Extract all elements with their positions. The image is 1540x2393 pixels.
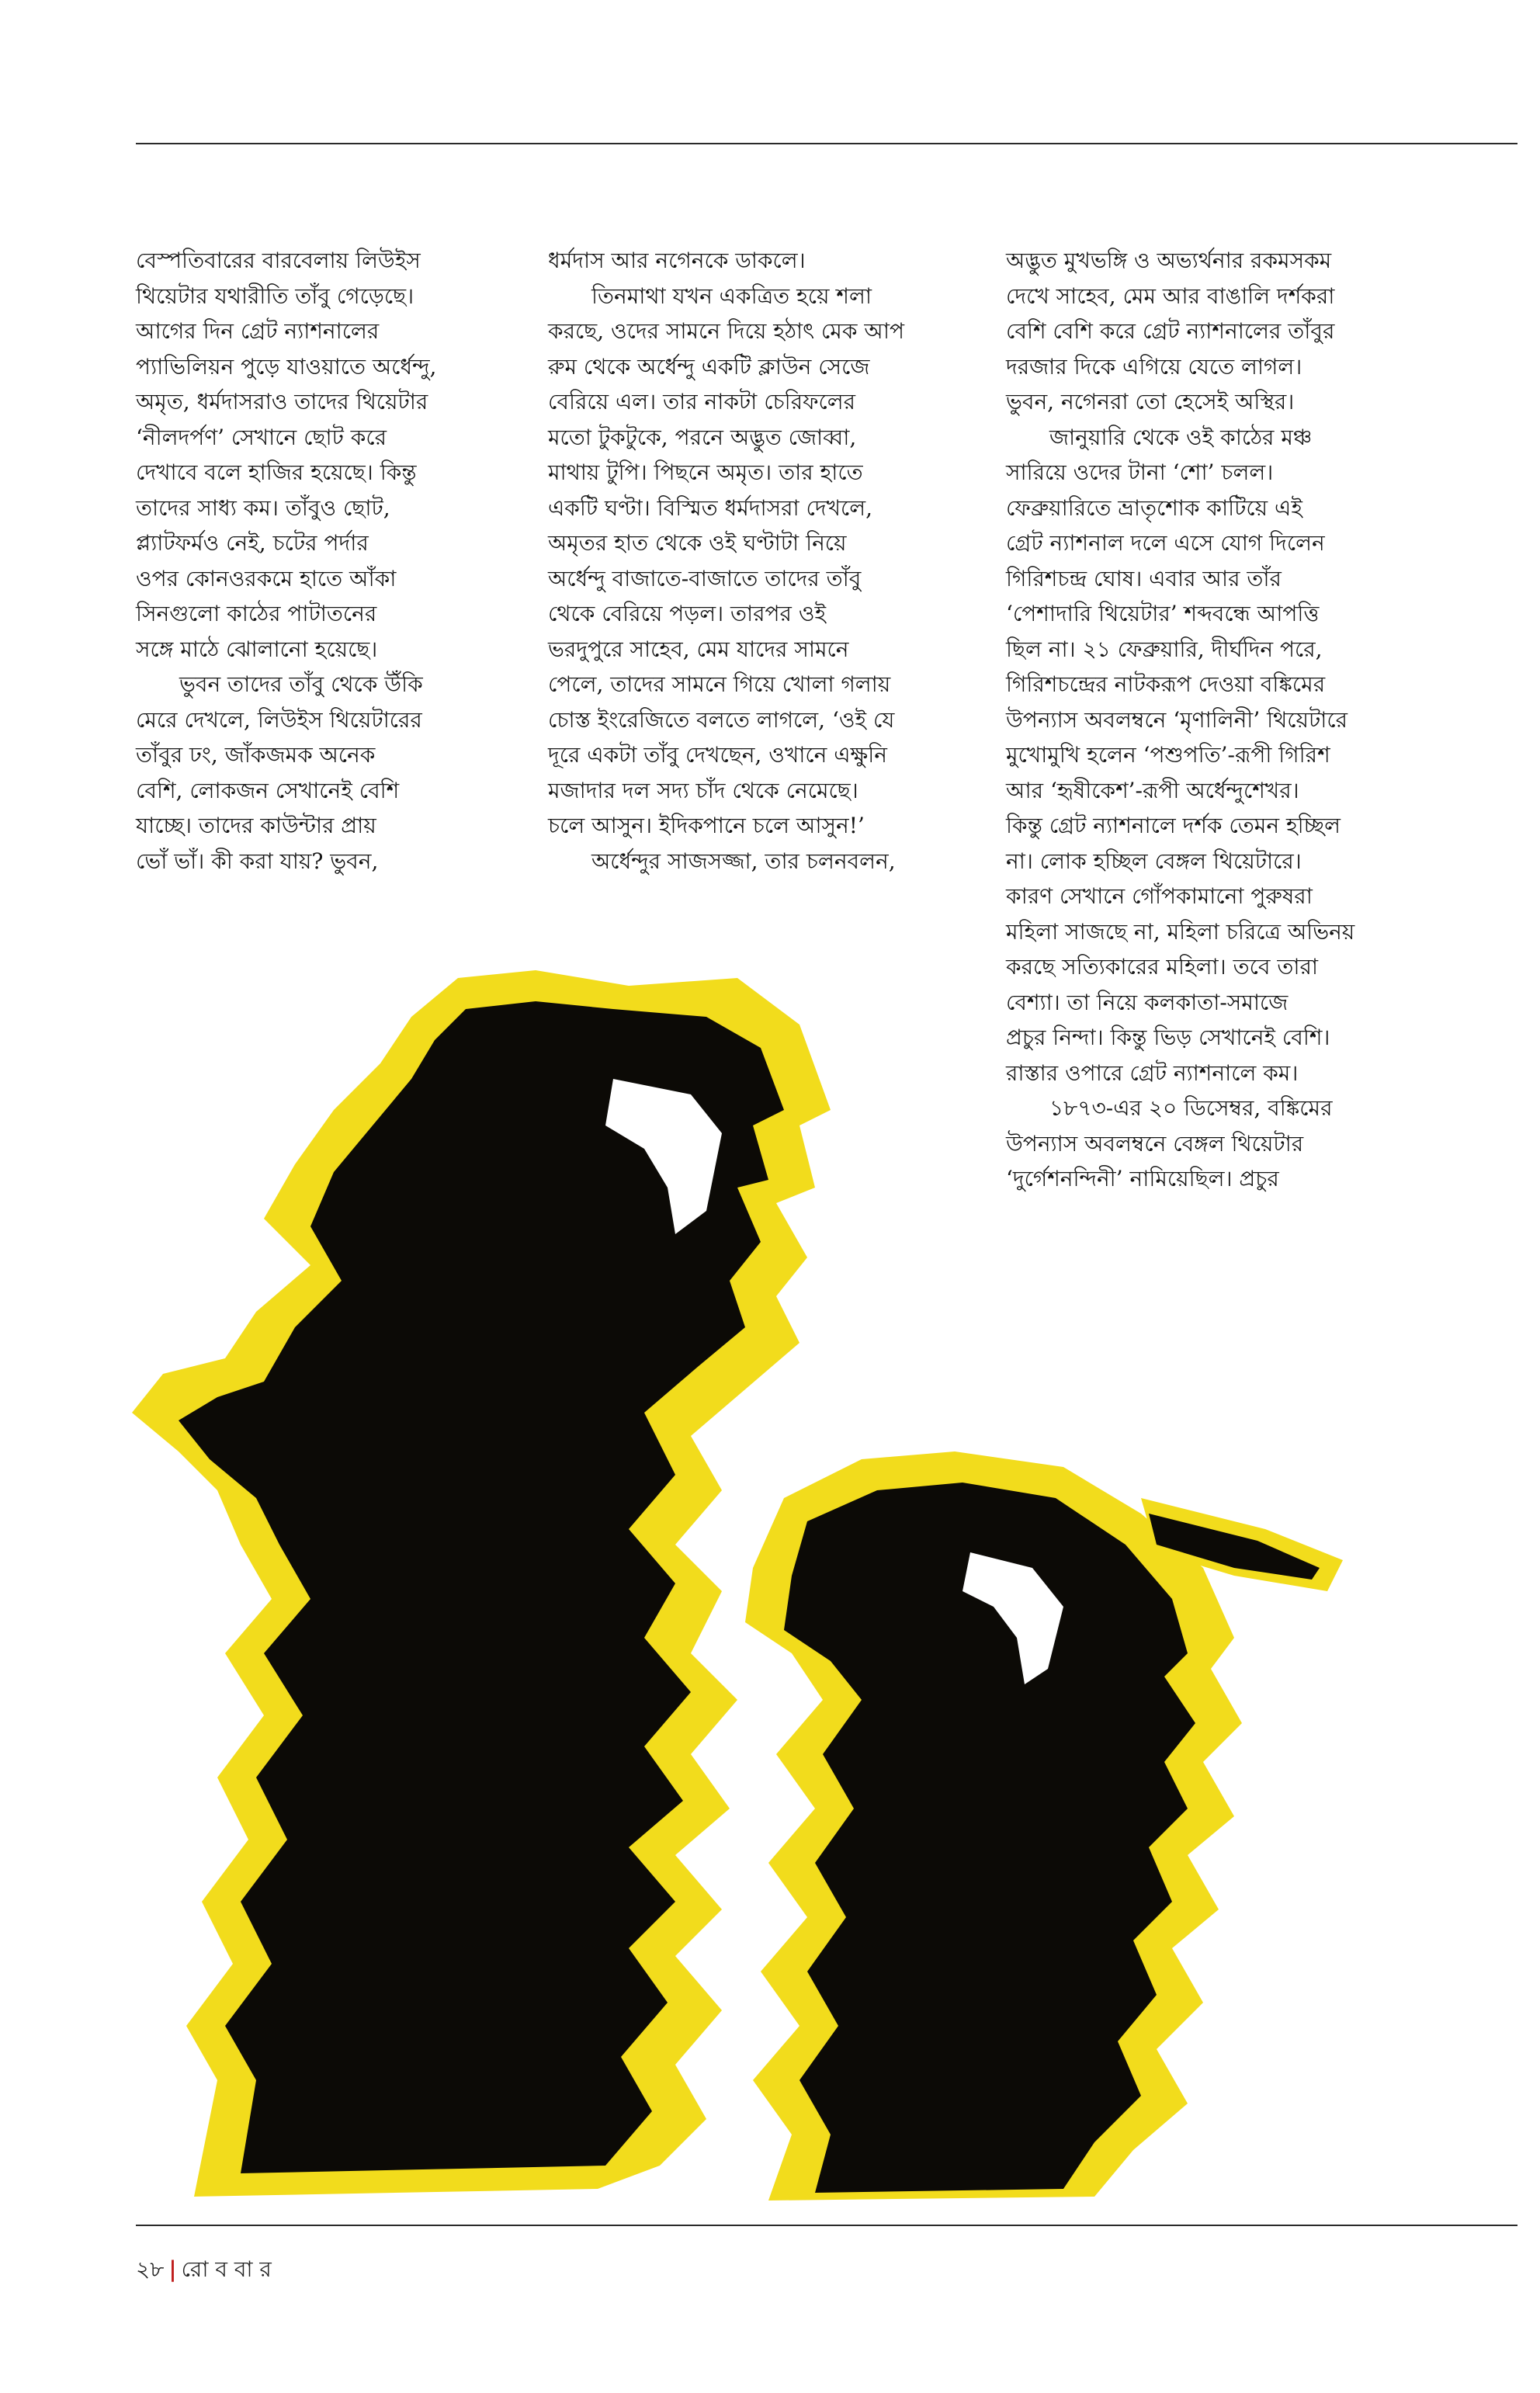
text-line: মহিলা সাজছে না, মহিলা চরিত্রে অভিনয়	[1006, 918, 1355, 945]
text-line: কিন্তু গ্রেট ন্যাশনালে দর্শক তেমন হচ্ছিল	[1006, 813, 1341, 838]
text-line: ভোঁ ভাঁ। কী করা যায়? ভুবন,	[136, 848, 379, 874]
text-line: ভুবন, নগেনরা তো হেসেই অস্থির।	[1006, 389, 1295, 414]
text-line: ‘দুর্গেশনন্দিনী’ নামিয়েছিল। প্রচুর	[1006, 1166, 1279, 1191]
page-footer	[136, 2253, 272, 2289]
text-line: আগের দিন গ্রেট ন্যাশনালের	[136, 318, 380, 344]
text-line: চোস্ত ইংরেজিতে বলতে লাগলে, ‘ওই যে	[548, 706, 895, 733]
text-line: চলে আসুন। ইদিকপানে চলে আসুন!’	[548, 813, 865, 838]
text-line: কারণ সেখানে গোঁপকামানো পুরুষরা	[1006, 883, 1313, 909]
text-line: বেশি, লোকজন সেখানেই বেশি	[136, 777, 400, 803]
magazine-name: রো ব বা র	[181, 2256, 272, 2282]
text-line: প্ল্যাটফর্মও নেই, চটের পর্দার	[136, 530, 369, 556]
text-line: থিয়েটার যথারীতি তাঁবু গেড়েছে।	[136, 283, 414, 309]
text-line: গিরিশচন্দ্রের নাটকরূপ দেওয়া বঙ্কিমের	[1006, 671, 1326, 697]
text-line: বেশি বেশি করে গ্রেট ন্যাশনালের তাঁবুর	[1006, 318, 1335, 344]
text-line: পেলে, তাদের সামনে গিয়ে খোলা গলায়	[548, 671, 891, 697]
text-line: ‘নীলদর্পণ’ সেখানে ছোট করে	[136, 424, 387, 450]
text-line: জানুয়ারি থেকে ওই কাঠের মঞ্চ	[1049, 424, 1313, 450]
text-line: অমৃতর হাত থেকে ওই ঘণ্টাটা নিয়ে	[548, 530, 847, 556]
text-column-2	[548, 243, 904, 879]
text-line: যাচ্ছে। তাদের কাউন্টার প্রায়	[136, 813, 376, 838]
footer-separator: |	[168, 2256, 177, 2282]
text-line: থেকে বেরিয়ে পড়ল। তারপর ওই	[548, 601, 827, 626]
text-line: তাদের সাধ্য কম। তাঁবুও ছোট,	[136, 494, 390, 521]
bottom-rule	[136, 2225, 1517, 2226]
text-line: ছিল না। ২১ ফেব্রুয়ারি, দীর্ঘদিন পরে,	[1006, 636, 1323, 662]
text-line: রাস্তার ওপারে গ্রেট ন্যাশনালে কম।	[1006, 1060, 1299, 1086]
top-rule	[136, 143, 1517, 144]
text-line: দেখাবে বলে হাজির হয়েছে। কিন্তু	[136, 460, 417, 485]
text-line: সারিয়ে ওদের টানা ‘শো’ চলল।	[1006, 460, 1274, 485]
text-line: মাথায় টুপি। পিছনে অমৃত। তার হাতে	[548, 460, 863, 485]
text-line: গিরিশচন্দ্র ঘোষ। এবার আর তাঁর	[1006, 565, 1282, 591]
text-line: ভুবন তাদের তাঁবু থেকে উঁকি	[179, 671, 423, 697]
text-line: ফেব্রুয়ারিতে ভ্রাতৃশোক কাটিয়ে এই	[1006, 494, 1302, 521]
text-line: বেস্পতিবারের বারবেলায় লিউইস	[136, 248, 421, 273]
page-number: ২৮	[136, 2256, 165, 2282]
text-line: দরজার দিকে এগিয়ে যেতে লাগল।	[1006, 353, 1302, 380]
text-line: করছে, ওদের সামনে দিয়ে হঠাৎ মেক আপ	[548, 318, 904, 344]
text-line: অর্ধেন্দু বাজাতে-বাজাতে তাদের তাঁবু	[548, 565, 862, 591]
text-line: ১৮৭৩-এর ২০ ডিসেম্বর, বঙ্কিমের	[1049, 1095, 1333, 1121]
text-column-1	[136, 243, 436, 879]
text-line: উপন্যাস অবলম্বনে ‘মৃণালিনী’ থিয়েটারে	[1006, 706, 1348, 733]
text-line: না। লোক হচ্ছিল বেঙ্গল থিয়েটারে।	[1006, 848, 1302, 874]
text-line: গ্রেট ন্যাশনাল দলে এসে যোগ দিলেন	[1006, 530, 1325, 556]
text-line: প্রচুর নিন্দা। কিন্তু ভিড় সেখানেই বেশি।	[1006, 1025, 1330, 1050]
text-line: প্যাভিলিয়ন পুড়ে যাওয়াতে অর্ধেন্দু,	[136, 353, 437, 380]
text-line: মজাদার দল সদ্য চাঁদ থেকে নেমেছে।	[548, 777, 858, 803]
text-line: অর্ধেন্দুর সাজসজ্জা, তার চলনবলন,	[591, 848, 896, 874]
dancer-silhouettes-illustration	[132, 955, 1498, 2204]
text-line: ধর্মদাস আর নগেনকে ডাকলে।	[548, 248, 806, 273]
text-line: সঙ্গে মাঠে ঝোলানো হয়েছে।	[136, 636, 378, 662]
text-line: আর ‘হৃষীকেশ’-রূপী অর্ধেন্দুশেখর।	[1006, 777, 1299, 803]
text-line: মতো টুকটুকে, পরনে অদ্ভুত জোব্বা,	[548, 424, 857, 450]
text-line: বেশ্যা। তা নিয়ে কলকাতা-সমাজে	[1006, 989, 1289, 1015]
text-line: মেরে দেখলে, লিউইস থিয়েটারের	[136, 706, 422, 733]
text-line: দূরে একটা তাঁবু দেখছেন, ওখানে এক্ষুনি	[548, 742, 887, 768]
text-line: ওপর কোনওরকমে হাতে আঁকা	[136, 565, 397, 591]
text-line: সিনগুলো কাঠের পাটাতনের	[136, 601, 377, 626]
text-line: অদ্ভুত মুখভঙ্গি ও অভ্যর্থনার রকমসকম	[1006, 248, 1332, 273]
text-line: একটি ঘণ্টা। বিস্মিত ধর্মদাসরা দেখলে,	[548, 494, 872, 521]
text-line: রুম থেকে অর্ধেন্দু একটি ক্লাউন সেজে	[548, 353, 870, 380]
text-line: দেখে সাহেব, মেম আর বাঙালি দর্শকরা	[1006, 283, 1335, 309]
text-line: ভরদুপুরে সাহেব, মেম যাদের সামনে	[548, 636, 849, 662]
text-line: বেরিয়ে এল। তার নাকটা চেরিফলের	[548, 389, 856, 414]
text-line: তাঁবুর ঢং, জাঁকজমক অনেক	[136, 742, 376, 768]
text-line: ‘পেশাদারি থিয়েটার’ শব্দবন্ধে আপত্তি	[1006, 601, 1320, 626]
text-line: অমৃত, ধর্মদাসরাও তাদের থিয়েটার	[136, 389, 428, 414]
text-line: তিনমাথা যখন একত্রিত হয়ে শলা	[591, 283, 872, 309]
text-line: মুখোমুখি হলেন ‘পশুপতি’-রূপী গিরিশ	[1006, 742, 1330, 768]
text-line: করছে সত্যিকারের মহিলা। তবে তারা	[1006, 954, 1318, 980]
text-line: উপন্যাস অবলম্বনে বেঙ্গল থিয়েটার	[1006, 1130, 1304, 1157]
